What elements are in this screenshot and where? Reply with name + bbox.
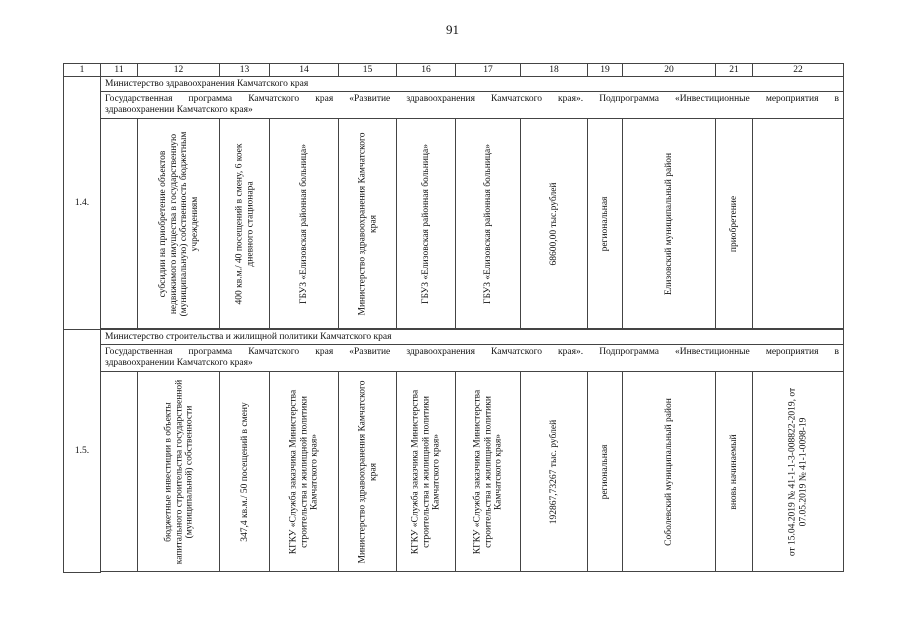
data-cell: приобретение — [716, 119, 753, 329]
table-row — [64, 345, 844, 372]
data-cell: Министерство здравоохранения Камчатского края — [339, 119, 397, 329]
table-row — [64, 119, 844, 329]
data-cell — [101, 119, 138, 329]
data-cell — [101, 372, 138, 572]
header-cell: 17 — [456, 64, 521, 77]
header-cell: 1 — [64, 64, 101, 77]
data-cell: 400 кв.м./ 40 посещений в смену, 6 коек дневного стационара — [220, 119, 270, 329]
document-table — [63, 63, 844, 573]
program-line-2: здравоохранении Камчатского края» — [105, 105, 253, 115]
program-line-1: Государственная программа Камчатского края «Развитие здравоохранения Камчатского края». Подпрограмма «Инвестиционные мероприятия в — [105, 347, 839, 357]
data-cell — [753, 119, 844, 329]
header-cell: 19 — [588, 64, 623, 77]
header-cell: 22 — [753, 64, 844, 77]
table-row — [64, 330, 844, 345]
table-row — [64, 372, 844, 572]
data-cell: ГБУЗ «Елизовская районная больница» — [397, 119, 456, 329]
program-line-2: здравоохранении Камчатского края» — [105, 358, 253, 368]
header-cell: 20 — [623, 64, 716, 77]
header-cell: 12 — [138, 64, 220, 77]
header-cell: 11 — [101, 64, 138, 77]
ministry-label: Министерство здравоохранения Камчатского края — [101, 77, 844, 92]
page-number: 91 — [446, 22, 459, 37]
header-cell: 15 — [339, 64, 397, 77]
data-cell: вновь начинаемый — [716, 372, 753, 572]
data-cell: Соболевский муниципальный район — [623, 372, 716, 572]
data-cell: Елизовский муниципальный район — [623, 119, 716, 329]
table-row — [64, 92, 844, 119]
data-cell: Министерство здравоохранения Камчатского края — [339, 372, 397, 572]
data-cell: 347,4 кв.м./ 50 посещений в смену — [220, 372, 270, 572]
header-cell: 14 — [270, 64, 339, 77]
data-cell: региональная — [588, 119, 623, 329]
data-cell: КГКУ «Служба заказчика Министерства строительства и жилищной политики Камчатского края» — [270, 372, 339, 572]
row-index: 1.5. — [64, 330, 101, 573]
header-cell: 16 — [397, 64, 456, 77]
program-line-1: Государственная программа Камчатского края «Развитие здравоохранения Камчатского края». Подпрограмма «Инвестиционные мероприятия в — [105, 94, 839, 104]
program-label — [101, 92, 844, 119]
data-cell: ГБУЗ «Елизовская районная больница» — [456, 119, 521, 329]
ministry-label: Министерство строительства и жилищной политики Камчатского края — [101, 330, 844, 345]
data-cell: субсидии на приобретение объектов недвижимого имущества в государственную (муниципальную) собственность бюджетным учреждениям — [138, 119, 220, 329]
table-row — [64, 77, 844, 92]
data-cell: 192867,73267 тыс. рублей — [521, 372, 588, 572]
data-cell: КГКУ «Служба заказчика Министерства строительства и жилищной политики Камчатского края» — [456, 372, 521, 572]
program-label — [101, 345, 844, 372]
data-cell: региональная — [588, 372, 623, 572]
header-cell: 13 — [220, 64, 270, 77]
header-cell: 21 — [716, 64, 753, 77]
data-cell: от 15.04.2019 № 41-1-1-3-008822-2019, от 07.05.2019 № 41-1-0098-19 — [753, 372, 844, 572]
data-cell: 68600,00 тыс.рублей — [521, 119, 588, 329]
row-index: 1.4. — [64, 77, 101, 330]
data-cell: бюджетные инвестиции в объекты капитального строительства государственной (муниципальной) собственности — [138, 372, 220, 572]
data-cell: КГКУ «Служба заказчика Министерства строительства и жилищной политики Камчатского края» — [397, 372, 456, 572]
header-row — [64, 64, 844, 77]
data-cell: ГБУЗ «Елизовская районная больница» — [270, 119, 339, 329]
header-cell: 18 — [521, 64, 588, 77]
